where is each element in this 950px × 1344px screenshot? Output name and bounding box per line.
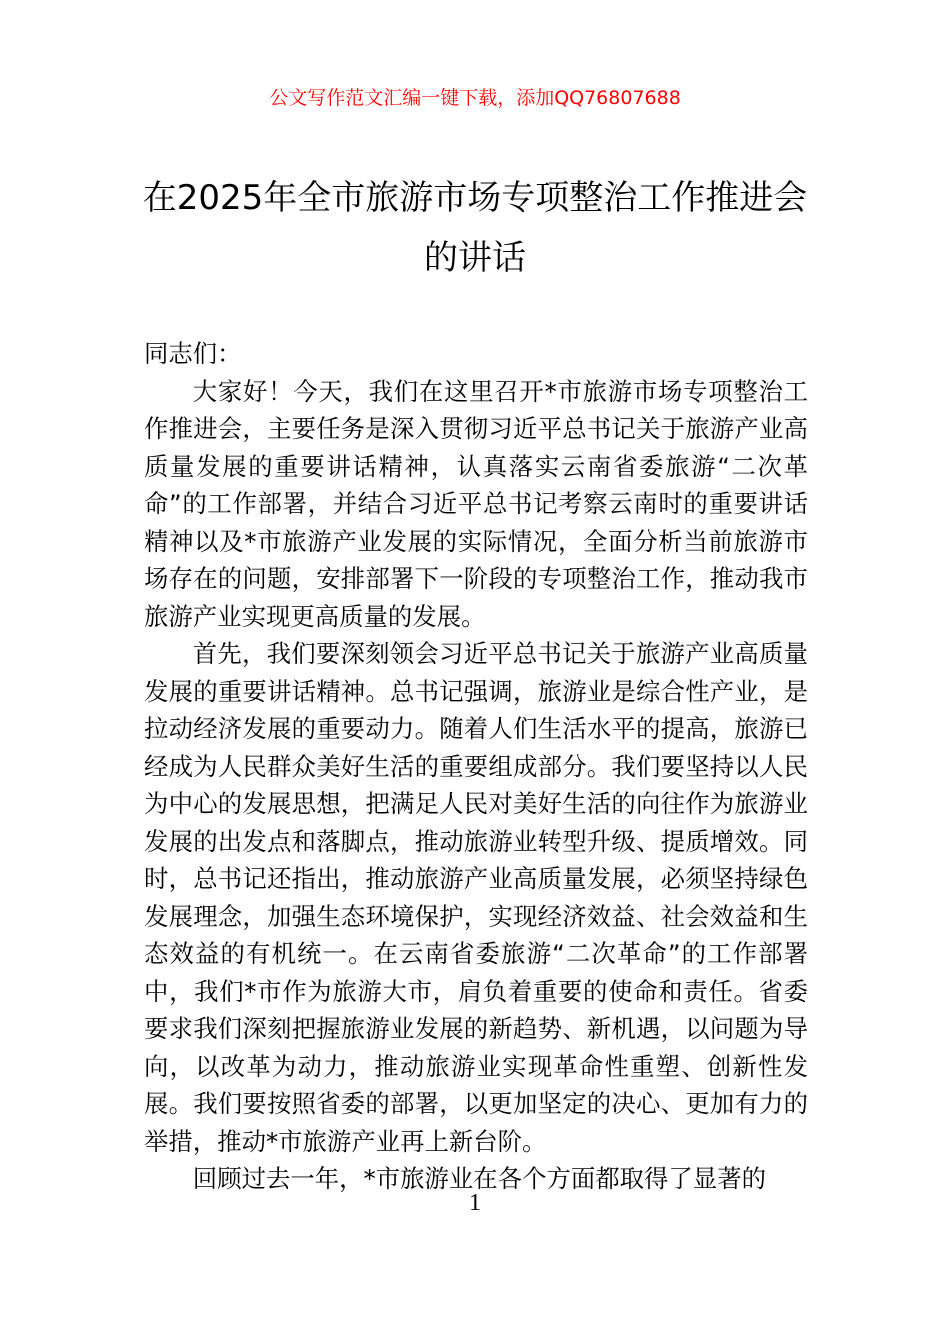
header-download-note: 公文写作范文汇编一键下载，添加QQ76807688 [269,87,681,109]
document-body [144,335,808,1198]
salutation: 同志们： [144,339,242,368]
document-title: 在2025年全市旅游市场专项整治工作推进会的讲话 [142,178,808,278]
paragraph-review: 回顾过去一年，*市旅游业在各个方面都取得了显著的 [192,1164,766,1193]
page-number: 1 [469,1190,481,1216]
paragraph-first: 首先，我们要深刻领会习近平总书记关于旅游产业高质量发展的重要讲话精神。总书记强调，旅游业是综合性产业，是拉动经济发展的重要动力。随着人们生活水平的提高，旅游已经成为人民群众美好生活的重要组成部分。我们要坚持以人民为中心的发展思想，把满足人民对美好生活的向往作为旅游业发展的出发点和落脚点，推动旅游业转型升级、提质增效。同时，总书记还指出，推动旅游产业高质量发展，必须坚持绿色发展理念，加强生态环境保护，实现经济效益、社会效益和生态效益的有机统一。在云南省委旅游“二次革命”的工作部署中，我们*市作为旅游大市，肩负着重要的使命和责任。省委要求我们深刻把握旅游业发展的新趋势、新机遇，以问题为导向，以改革为动力，推动旅游业实现革命性重塑、创新性发展。我们要按照省委的部署，以更加坚定的决心、更加有力的举措，推动*市旅游产业再上新台阶。 [144,639,808,1156]
paragraph-opening: 大家好！今天，我们在这里召开*市旅游市场专项整治工作推进会，主要任务是深入贯彻习近平总书记关于旅游产业高质量发展的重要讲话精神，认真落实云南省委旅游“二次革命”的工作部署，并结合习近平总书记考察云南时的重要讲话精神以及*市旅游产业发展的实际情况，全面分析当前旅游市场存在的问题，安排部署下一阶段的专项整治工作，推动我市旅游产业实现更高质量的发展。 [144,376,808,631]
